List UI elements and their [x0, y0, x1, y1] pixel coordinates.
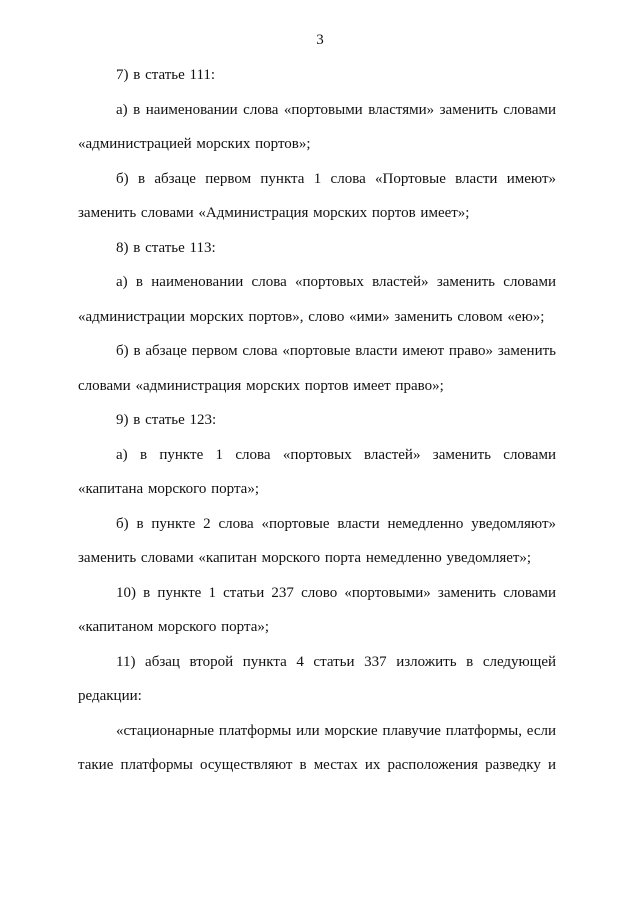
- paragraph-item-11: 11) абзац второй пункта 4 статьи 337 изложить в следующей редакции:: [78, 653, 556, 704]
- paragraph-item-7b: б) в абзаце первом пункта 1 слова «Портовые власти имеют» заменить словами «Администрация морских портов имеет»;: [78, 170, 556, 221]
- paragraph-item-9a: а) в пункте 1 слова «портовых властей» заменить словами «капитана морского порта»;: [78, 446, 556, 497]
- paragraph-item-9: 9) в статье 123:: [116, 412, 217, 428]
- paragraph-item-9b: б) в пункте 2 слова «портовые власти немедленно уведомляют» заменить словами «капитан морского порта немедленно уведомляет»;: [78, 515, 556, 566]
- paragraph-item-8b: б) в абзаце первом слова «портовые власти имеют право» заменить словами «администрация морских портов имеет право»;: [78, 343, 556, 394]
- paragraph-item-8a: а) в наименовании слова «портовых властей» заменить словами «администрации морских портов», слово «ими» заменить словом «ею»;: [78, 274, 556, 325]
- paragraph-item-7: 7) в статье 111:: [116, 67, 216, 83]
- document-body: [78, 58, 556, 783]
- paragraph-quoted-text: «стационарные платформы или морские плавучие платформы, если такие платформы осуществляют в местах их расположения разведку и: [78, 722, 556, 773]
- paragraph-item-7a: а) в наименовании слова «портовыми властями» заменить словами «администрацией морских портов»;: [78, 101, 556, 152]
- page-number: 3: [316, 32, 324, 48]
- paragraph-item-8: 8) в статье 113:: [116, 239, 216, 256]
- paragraph-item-10: 10) в пункте 1 статьи 237 слово «портовыми» заменить словами «капитаном морского порта»;: [78, 584, 556, 635]
